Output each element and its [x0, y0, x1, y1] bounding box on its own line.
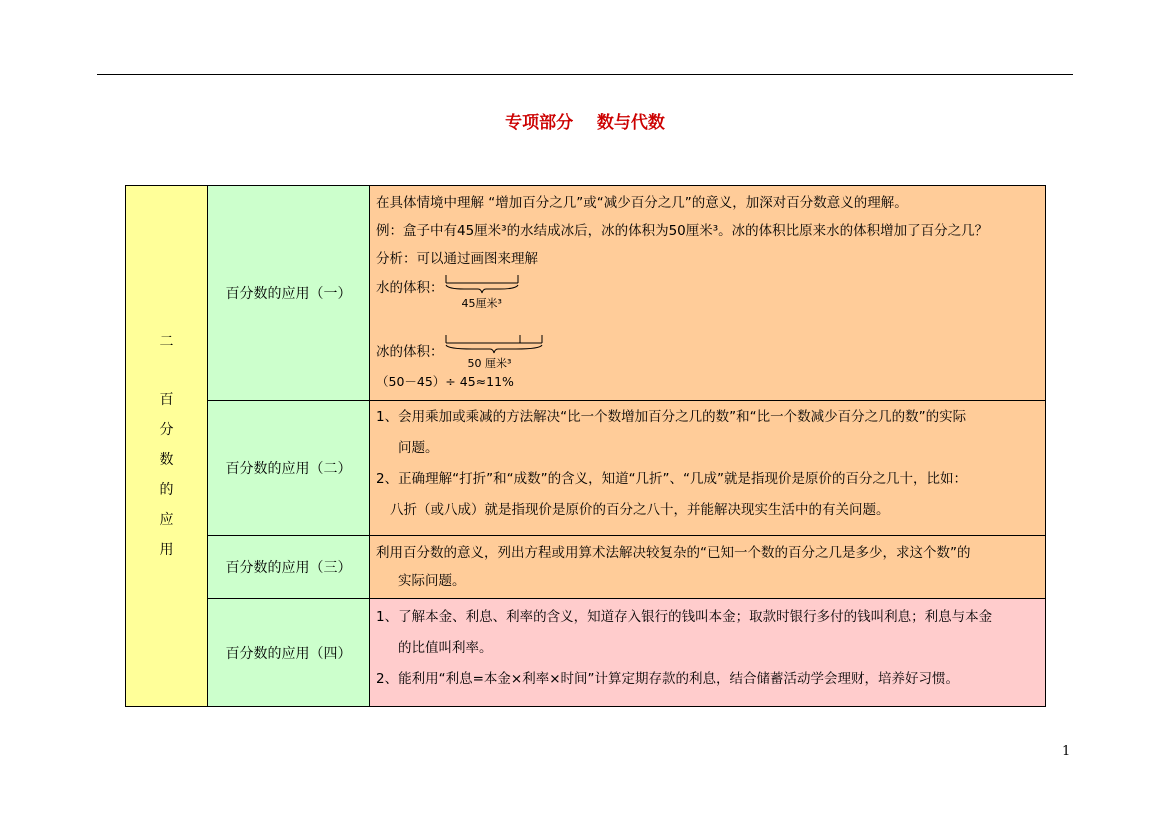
chapter-char: 分 — [159, 422, 174, 438]
content-cell — [370, 186, 1046, 401]
content-cell — [370, 599, 1046, 707]
topic-cell: 百分数的应用（二） — [208, 401, 370, 536]
content-line: 分析：可以通过画图来理解 — [376, 251, 538, 267]
header-rule — [97, 74, 1073, 75]
content-cell — [370, 401, 1046, 536]
ice-bar-icon — [444, 331, 548, 355]
water-bar — [444, 273, 524, 313]
ice-amount: 50 厘米³ — [467, 357, 512, 370]
content-line: 实际问题。 — [398, 573, 466, 589]
chapter-char: 的 — [159, 482, 174, 498]
topic-cell: 百分数的应用（一） — [208, 186, 370, 401]
content-line: 问题。 — [398, 440, 439, 456]
content-cell — [370, 536, 1046, 599]
water-label: 水的体积： — [376, 280, 444, 296]
content-line: 2、能利用“利息=本金×利率×时间”计算定期存款的利息，结合储蓄活动学会理财，培养好习惯。 — [376, 671, 960, 687]
ice-bar — [444, 331, 548, 371]
water-amount: 45厘米³ — [461, 297, 502, 310]
ice-diagram — [376, 331, 1039, 373]
content-line: 的比值叫利率。 — [398, 640, 493, 656]
content-line: 2、正确理解“打折”和“成数”的含义，知道“几折”、“几成”就是指现价是原价的百分之几十，比如： — [376, 471, 968, 487]
ice-label: 冰的体积： — [376, 344, 444, 360]
topic-cell: 百分数的应用（四） — [208, 599, 370, 707]
content-line: 1、会用乘加或乘减的方法解决“比一个数增加百分之几的数”和“比一个数减少百分之几的数”的实际 — [376, 409, 967, 425]
water-bar-icon — [444, 273, 524, 295]
content-line: 1、了解本金、利息、利率的含义，知道存入银行的钱叫本金；取款时银行多付的钱叫利息；利息与本金 — [376, 609, 993, 625]
chapter-cell — [126, 186, 208, 707]
chapter-char: 用 — [159, 542, 174, 558]
chapter-char: 数 — [159, 452, 174, 468]
content-line: 例：盒子中有45厘米³的水结成冰后，冰的体积为50厘米³。冰的体积比原来水的体积增加了百分之几？ — [376, 223, 989, 239]
topic-cell: 百分数的应用（三） — [208, 536, 370, 599]
syllabus-table — [125, 185, 1046, 707]
page-number: 1 — [1062, 744, 1071, 759]
content-line: 在具体情境中理解 “增加百分之几”或“减少百分之几”的意义，加深对百分数意义的理解。 — [376, 195, 908, 211]
chapter-char: 百 — [159, 392, 174, 408]
chapter-number: 二 — [159, 334, 174, 350]
page-title: 专项部分 数与代数 — [505, 113, 665, 133]
formula: （50－45）÷ 45≈11% — [376, 374, 514, 389]
content-line: 利用百分数的意义，列出方程或用算术法解决较复杂的“已知一个数的百分之几是多少，求这个数”的 — [376, 545, 971, 561]
chapter-char: 应 — [159, 512, 174, 528]
water-diagram — [376, 273, 1039, 323]
content-line: 八折（或八成）就是指现价是原价的百分之八十，并能解决现实生活中的有关问题。 — [390, 502, 890, 518]
